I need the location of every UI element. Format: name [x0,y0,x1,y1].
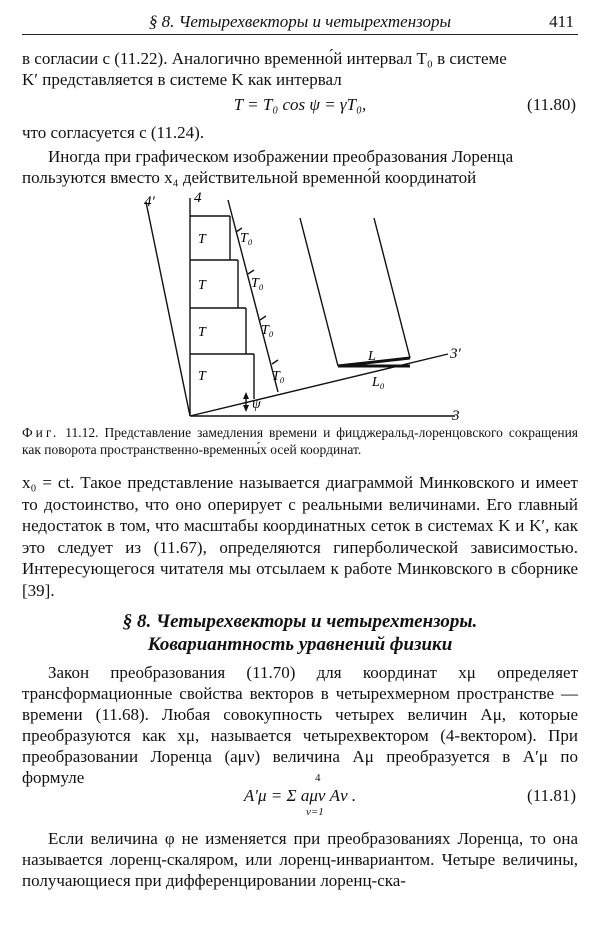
label-T0-4: T₀ [272,369,285,384]
section-title-line: § 8. Четырехвекторы и четырехтензоры. [122,611,478,632]
paragraph-graphic [22,146,578,188]
label-axis-3-prime: 3′ [450,346,461,362]
paragraph-agreement: что согласуется с (11.24). [22,123,205,142]
caption-label: Фиг. [22,425,60,440]
paragraph-scalar: Если величина φ не изменяется при преобразованиях Лоренца, то она называется лоренц-скаляром, или лоренц-инвариантом. Четыре величины, получающиеся при дифференцировании лоренц-ска- [22,829,578,890]
equation-number: (11.81) [527,786,576,805]
paragraph-line: в согласии с (11.22). Аналогично временно́й интервал T₀ в системе [22,49,507,68]
label-axis-3: 3 [452,408,460,420]
page-number: 411 [549,12,574,31]
equation-11-81 [22,772,578,816]
label-T-4: T [198,369,206,384]
equation-body: T = T₀ cos ψ = γT₀, [233,95,367,114]
equation-number: (11.80) [527,95,576,114]
paragraph-transformation: Закон преобразования (11.70) для координат xμ определяет трансформационные свойства векторов в четырехмерном пространстве — времени (11.68). Любая совокупность четырех величин Aμ, которые преобразуются как xμ, называется четырехвектором (4-вектором). При преобразовании Лоренца (aμν) величина Aμ преобразуется в A′μ по формуле [22,663,578,787]
label-T0-1: T₀ [240,231,253,246]
paragraph-line: пользуются вместо x₄ действительной временно́й координатой [22,168,477,187]
paragraph-line: K′ представляется в системе K как интервал [22,70,342,89]
label-T-3: T [198,325,206,340]
figure-caption [22,424,578,458]
paragraph-line: Иногда при графическом изображении преобразования Лоренца [48,147,514,166]
header-title: § 8. Четырехвекторы и четырехтензоры [148,12,452,31]
equation-body: A′μ = Σ aμν Aν . [243,786,357,805]
sum-upper-limit: 4 [315,772,321,784]
sum-lower-limit: ν=1 [306,806,324,818]
running-header [22,6,578,35]
minkowski-diagram [130,190,470,420]
label-L0: L₀ [372,375,385,390]
paragraph-minkowski: x₀ = ct. Такое представление называется диаграммой Минковского и имеет то достоинство, что оно оперирует с реальными величинами. Его главный недостаток в том, что масштабы координатных сеток в системах K и K′, как это следует из (11.67), определяются гиперболической зависимостью. Интересующегося читателя мы отсылаем к работе Минковского в сборнике [39]. [22,473,578,600]
caption-text: 11.12. Представление замедления времени и фицджеральд-лоренцовского сокращения как поворота пространственно-временны́х осей координат. [22,425,578,457]
equation-11-80 [22,95,578,117]
section-title-line: Ковариантность уравнений физики [147,634,453,655]
label-T0-3: T₀ [261,323,274,338]
paragraph-intro [22,48,578,90]
axis-4-prime [146,202,190,416]
label-T-2: T [198,278,206,293]
label-axis-4: 4 [194,190,202,206]
section-title [22,610,578,656]
label-axis-4-prime: 4′ [144,194,155,210]
label-T0-2: T₀ [251,276,264,291]
axis-3-prime [190,354,448,416]
label-L: L [368,349,376,364]
label-T-1: T [198,232,206,247]
label-psi: ψ [252,397,261,412]
